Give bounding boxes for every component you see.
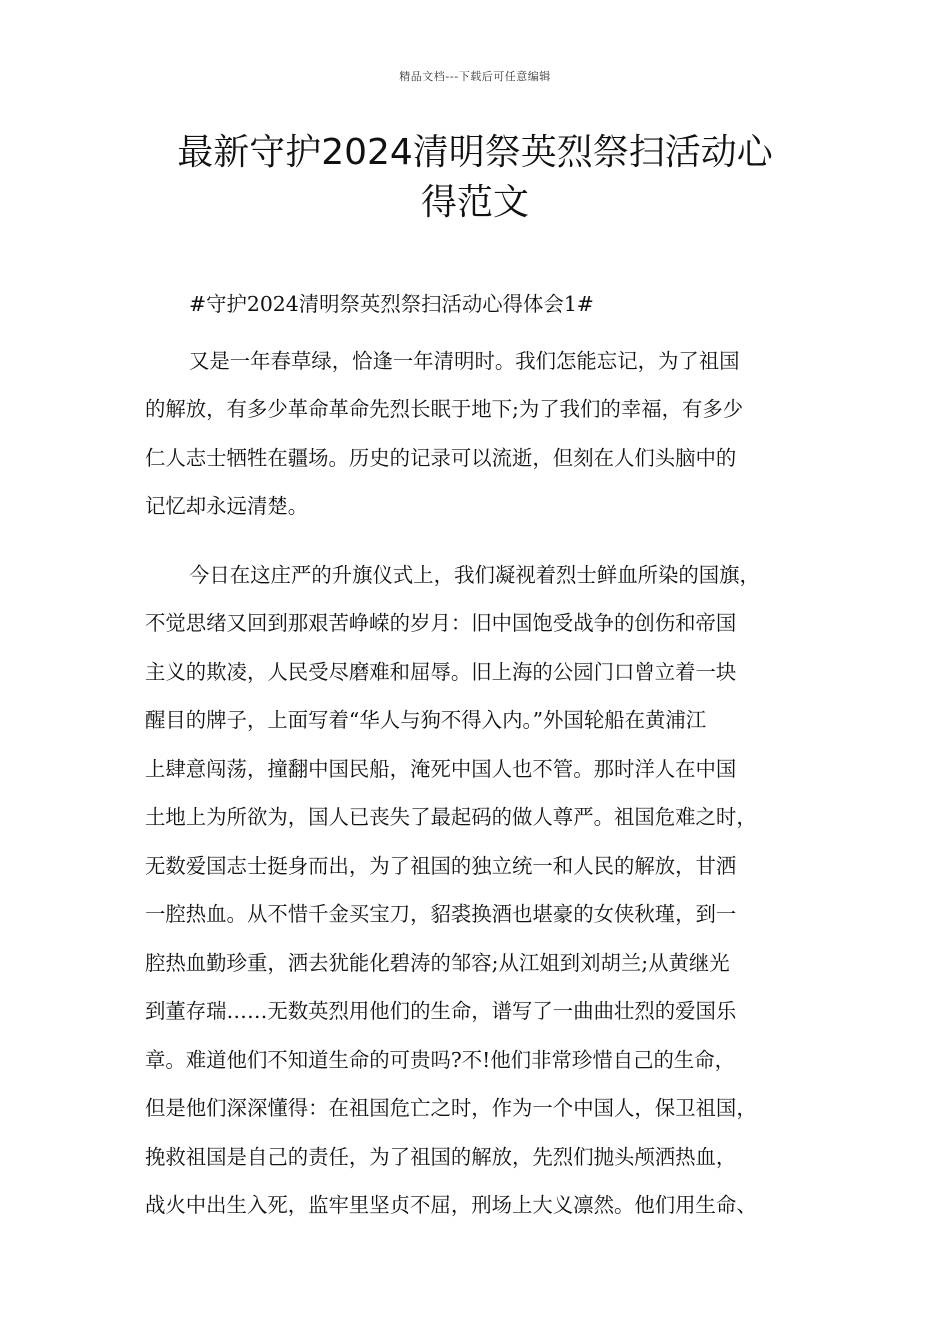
- paragraph-line: 仁人志士牺牲在疆场。历史的记录可以流逝，但刻在人们头脑中的: [145, 445, 737, 470]
- paragraph-line: 醒目的牌子，上面写着“华人与狗不得入内。”外国轮船在黄浦江: [145, 708, 707, 732]
- paragraph-line: 无数爱国志士挺身而出，为了祖国的独立统一和人民的解放，甘洒: [145, 853, 737, 878]
- paragraph-line: 的解放，有多少革命革命先烈长眠于地下;为了我们的幸福，有多少: [145, 397, 744, 421]
- paragraph-line: 到董存瑞……无数英烈用他们的生命，谱写了一曲曲壮烈的爱国乐: [145, 999, 737, 1023]
- paragraph-line: 今日在这庄严的升旗仪式上，我们凝视着烈士鲜血所染的国旗，: [189, 562, 760, 587]
- paragraph-line: 一腔热血。从不惜千金买宝刀，貂裘换酒也堪豪的女侠秋瑾，到一: [145, 902, 737, 926]
- paragraph-line: 主义的欺凌，人民受尽磨难和屈辱。旧上海的公园门口曾立着一块: [145, 659, 737, 684]
- document-title: [145, 128, 805, 228]
- paragraph-line: 但是他们深深懂得：在祖国危亡之时，作为一个中国人，保卫祖国，: [145, 1096, 757, 1120]
- paragraph-line: 战火中出生入死，监牢里坚贞不屈，刑场上大义凛然。他们用生命、: [145, 1193, 757, 1217]
- paragraph-line: 上肆意闯荡，撞翻中国民船，淹死中国人也不管。那时洋人在中国: [145, 756, 737, 781]
- paragraph-line: 又是一年春草绿，恰逢一年清明时。我们怎能忘记，为了祖国: [189, 348, 740, 373]
- title-line-2: 得范文: [420, 182, 529, 223]
- document-body: [145, 280, 825, 1230]
- paragraph-2: [145, 551, 825, 1230]
- paragraph-line: 挽救祖国是自己的责任，为了祖国的解放，先烈们抛头颅洒热血，: [145, 1144, 737, 1169]
- paragraph-line: 章。难道他们不知道生命的可贵吗?不!他们非常珍惜自己的生命，: [145, 1047, 736, 1072]
- page-header: 精品文档---下载后可任意编辑: [399, 70, 551, 83]
- paragraph-line: 不觉思绪又回到那艰苦峥嵘的岁月：旧中国饱受战争的创伤和帝国: [145, 611, 737, 635]
- paragraph-1: [145, 337, 825, 531]
- paragraph-line: 土地上为所欲为，国人已丧失了最起码的做人尊严。祖国危难之时，: [145, 805, 757, 829]
- title-line-1: 最新守护2024清明祭英烈祭扫活动心: [177, 132, 773, 173]
- paragraph-spacer: [145, 531, 825, 551]
- paragraph-line: 腔热血勤珍重，洒去犹能化碧涛的邹容;从江姐到刘胡兰;从黄继光: [145, 950, 730, 975]
- section-heading: #守护2024清明祭英烈祭扫活动心得体会1#: [189, 292, 594, 316]
- paragraph-line: 记忆却永远清楚。: [145, 494, 309, 518]
